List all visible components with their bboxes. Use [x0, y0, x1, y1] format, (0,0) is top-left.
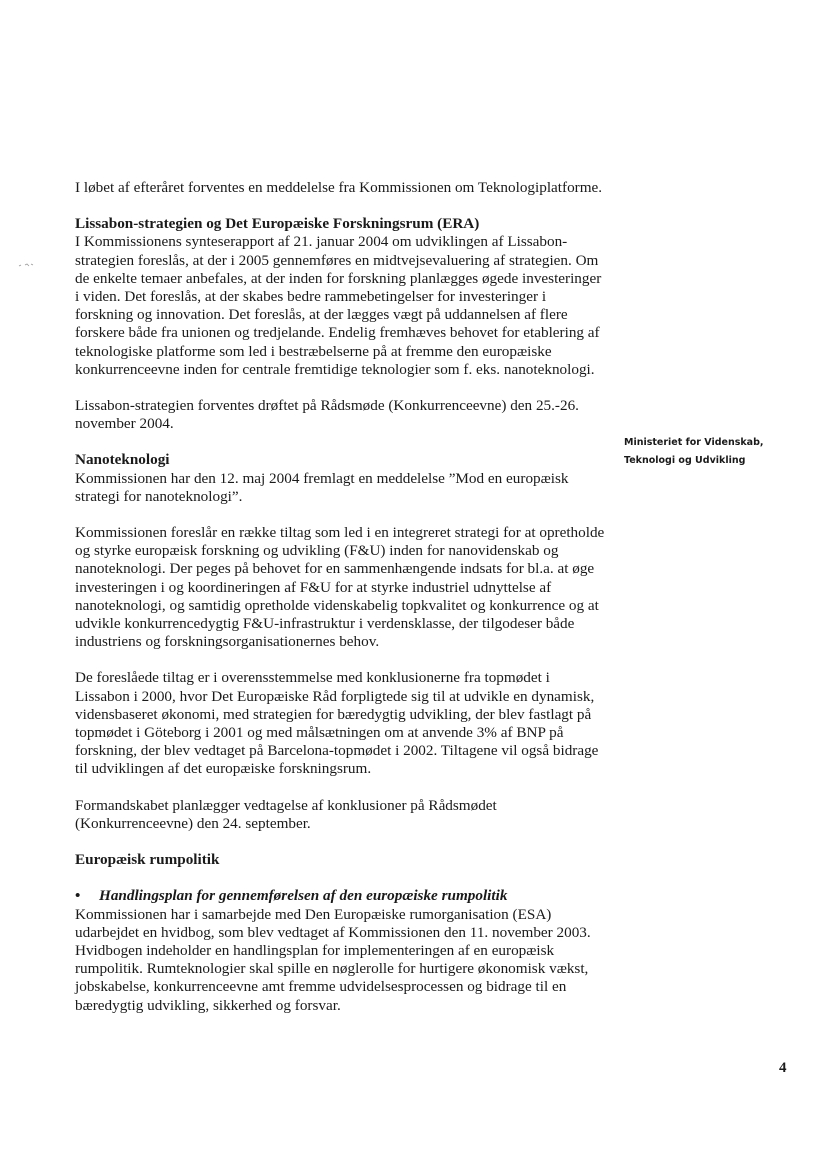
nano-paragraph-3: De foreslåede tiltag er i overensstemmelse med konklusionerne fra topmødet i Lissabon i 2000, hvor Det Europæiske Råd forpligtede sig til at udvikle en dynamisk, vidensbaseret økonomi, med strategien for bæredygtig udvikling, der blev fastlagt på topmødet i Göteborg i 2001 og med målsætningen om at anvende 3% af BNP på forskning, der blev vedtaget på Barcelona-topmødet i 2002. Tiltagene vil også bidrage til udviklingen af det europæiske forskningsrum. — [75, 669, 599, 778]
nano-paragraph-4: Formandskabet planlægger vedtagelse af konklusioner på Rådsmødet (Konkurrenceevne) den 24. september. — [75, 796, 497, 832]
bullet-title-line — [75, 887, 605, 905]
intro-paragraph: I løbet af efteråret forventes en meddelelse fra Kommissionen om Teknologiplatforme. — [75, 179, 603, 196]
scan-artifact-mark — [18, 262, 34, 268]
page-number: 4 — [779, 1060, 787, 1076]
heading-rumpolitik: Europæisk rumpolitik — [75, 851, 220, 869]
heading-lissabon: Lissabon-strategien og Det Europæiske Forskningsrum (ERA) — [75, 215, 480, 233]
ministry-sidebar — [624, 434, 814, 470]
bullet-title: Handlingsplan for gennemførelsen af den europæiske rumpolitik — [99, 887, 508, 905]
lissabon-paragraph-2: Lissabon-strategien forventes drøftet på Rådsmøde (Konkurrenceevne) den 25.-26. november 2004. — [75, 397, 579, 433]
heading-nanoteknologi: Nanoteknologi — [75, 451, 170, 469]
bullet-item — [75, 887, 605, 1014]
nano-paragraph-1: Kommissionen har den 12. maj 2004 fremlagt en meddelelse ”Mod en europæisk strategi for nanoteknologi”. — [75, 469, 569, 505]
ministry-name-line-2: Teknologi og Udvikling — [624, 455, 746, 466]
lissabon-paragraph-1: I Kommissionens synteserapport af 21. januar 2004 om udviklingen af Lissabon-strategien foreslås, at der i 2005 gennemføres en midtvejsevaluering af strategien. Om de enkelte temaer anbefales, at der inden for forskning planlægges øgede investeringer i viden. Det foreslås, at der skabes bedre rammebetingelser for investeringer i forskning og innovation. Det foreslås, at der lægges vægt på uddannelsen af flere forskere både fra unionen og tredjelande. Endelig fremhæves behovet for etablering af teknologiske platforme som led i bestræbelserne på at fremme den europæiske konkurrenceevne inden for centrale fremtidige teknologier som f. eks. nanoteknologi. — [75, 233, 602, 378]
document-body — [75, 179, 605, 1033]
ministry-name-line-1: Ministeriet for Videnskab, — [624, 437, 764, 448]
nano-paragraph-2: Kommissionen foreslår en række tiltag som led i en integreret strategi for at opretholde og styrke europæisk forskning og udvikling (F&U) inden for nanovidenskab og nanoteknologi. Der peges på behovet for en sammenhængende indsats for bl.a. at øge investeringen i og koordineringen af F&U for at styrke industriel udnyttelse af nanoteknologi, og samtidig opretholde videnskabelig topkvalitet og konkurrence og at udvikle konkurrencedygtig F&U-infrastruktur i verdensklasse, der tilgodeser både industriens og forskningsorganisationernes behov. — [75, 524, 605, 651]
rum-paragraph-1: Kommissionen har i samarbejde med Den Europæiske rumorganisation (ESA) udarbejdet en hvidbog, som blev vedtaget af Kommissionen den 11. november 2003. Hvidbogen indeholder en handlingsplan for implementeringen af en europæisk rumpolitik. Rumteknologier skal spille en nøglerolle for hurtigere økonomisk vækst, jobskabelse, konkurrenceevne amt fremme udvidelsesprocessen og bidrage til en bæredygtig udvikling, sikkerhed og forsvar. — [75, 905, 591, 1014]
bullet-dot: • — [75, 887, 81, 905]
